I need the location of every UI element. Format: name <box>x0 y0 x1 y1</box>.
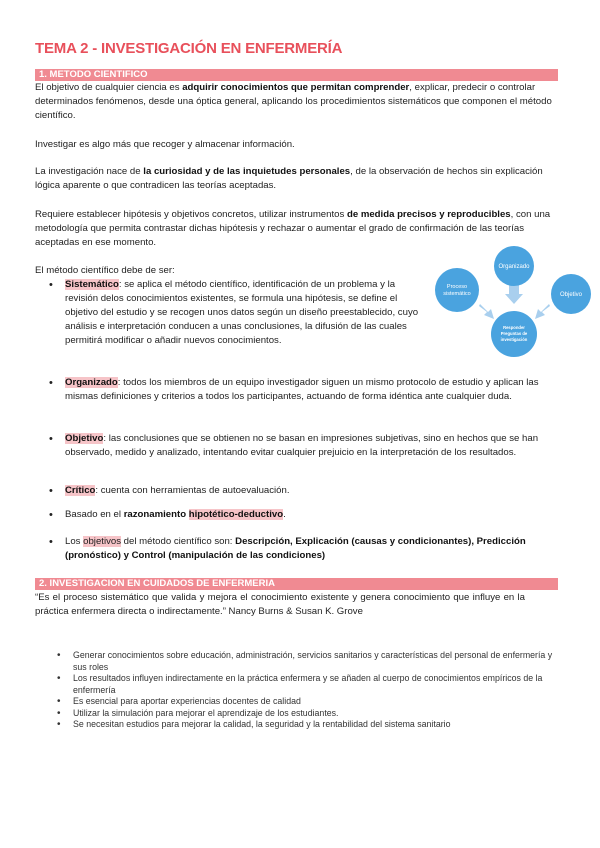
research-bullets <box>35 650 555 731</box>
list-item-objetivos <box>35 535 558 563</box>
p4-text: Requiere establecer hipótesis y objetivos concretos, utilizar instrumentos <box>35 209 347 220</box>
criteria-list-d <box>35 484 558 498</box>
bullet-item: • Los resultados influyen indirectamente en la práctica enfermera y se añaden al cuerpo de conocimientos empíricos de la enfermería <box>35 673 555 696</box>
p4-text-end: , con una metodología que permita contrastar dichas hipótesis y rechazar o aumentar el grado de confirmación de las teorías aceptadas en ese momento. <box>35 209 551 248</box>
paragraph-2: Investigar es algo más que recoger y almacenar información. <box>35 139 295 150</box>
p3-bold: la curiosidad y de las inquietudes personales <box>143 166 351 177</box>
list-item-basado <box>35 508 558 522</box>
criteria-list-c <box>35 432 558 460</box>
bullet-item: • Se necesitan estudios para mejorar la calidad, la seguridad y la rentabilidad del sistema sanitario <box>35 719 555 731</box>
diagram-label-center-1: Responder <box>503 325 525 330</box>
paragraph-1 <box>35 81 558 123</box>
p3-text: La investigación nace de <box>35 166 144 177</box>
p3-text-end: , de la observación de hechos sin explicación lógica aparente o que contradicen las teorías aceptadas. <box>35 166 543 191</box>
bold-razonamiento: razonamiento <box>123 509 189 520</box>
text-objetivos-mid: del método científico son: <box>121 536 236 547</box>
text-basado-end: . <box>283 509 286 520</box>
section-heading-1: 1. METODO CIENTIFICO <box>35 69 558 81</box>
diagram-label-center-2: Preguntas de <box>500 331 528 336</box>
term-sistematico: Sistemático <box>65 279 119 290</box>
diagram-label-center-3: investigación <box>500 337 528 342</box>
section-heading-2: 2. INVESTIGACION EN CUIDADOS DE ENFERMERIA <box>35 578 558 590</box>
bullet-item: • Es esencial para aportar experiencias docentes de calidad <box>35 696 555 708</box>
list-item-critico <box>35 484 558 498</box>
text-objetivos: Los <box>65 536 84 547</box>
diagram-node-left <box>435 268 479 312</box>
paragraph-5: El método científico debe de ser: <box>35 265 175 276</box>
term-organizado: Organizado <box>65 377 118 388</box>
bullet-item: • Utilizar la simulación para mejorar el aprendizaje de los estudiantes. <box>35 708 555 720</box>
paragraph-4 <box>35 208 558 250</box>
text-organizado: : todos los miembros de un equipo investigador siguen un mismo protocolo de estudio y aplican las mismas definiciones y criterios a todos los participantes, actuando de forma idéntica ante cualquier duda. <box>65 377 539 402</box>
p1-text-end: , explicar, predecir o controlar determinados fenómenos, desde una óptica general, aplicando los procedimientos sistemáticos que componen el método científico. <box>35 82 552 121</box>
quote-paragraph: “Es el proceso sistemático que valida y mejora el conocimiento existente y genera conocimiento que influye en la práctica enfermera directa o indirectamente.” Nancy Burns & Susan K. Grove <box>35 592 525 617</box>
hl-hipotetico: hipotético-deductivo <box>188 509 284 520</box>
list-item-sistematico <box>35 278 430 348</box>
list-item-objetivo <box>35 432 558 460</box>
term-objetivo: Objetivo <box>65 433 104 444</box>
bold-objetivos: Descripción, Explicación (causas y condicionantes), Predicción (pronóstico) y Control (manipulación de las condiciones) <box>65 536 526 561</box>
text-objetivo: : las conclusiones que se obtienen no se basan en impresiones subjetivas, sino en hechos que se han observado, medido y analizado, intentando evitar cualquier prejuicio en la interpretación de los resultados. <box>65 433 539 458</box>
hl-objetivos: objetivos <box>83 536 122 547</box>
paragraph-3 <box>35 165 558 193</box>
text-critico: : cuenta con herramientas de autoevaluación. <box>95 485 290 496</box>
diagram-label-left-1: Proceso <box>446 284 468 290</box>
criteria-list-e <box>35 508 558 522</box>
diagram-label-top: Organizado <box>498 264 530 270</box>
term-critico: Crítico <box>65 485 96 496</box>
p1-bold: adquirir conocimientos que permitan comprender <box>182 82 410 93</box>
p1-text: El objetivo de cualquier ciencia es <box>35 82 183 93</box>
criteria-list-f <box>35 535 558 563</box>
page-title: TEMA 2 - INVESTIGACIÓN EN ENFERMERÍA <box>35 40 343 57</box>
diagram-label-right: Objetivo <box>559 292 583 298</box>
bullet-item: • Generar conocimientos sobre educación, administración, servicios sanitarios y características del personal de enfermería y sus roles <box>35 650 555 673</box>
criteria-list-b <box>35 376 558 404</box>
criteria-list-a <box>35 278 430 348</box>
scientific-method-diagram <box>432 246 597 358</box>
text-basado: Basado en el <box>65 509 124 520</box>
text-sistematico: : se aplica el método científico, identificación de un problema y la revisión delos conocimientos existentes, se formula una hipótesis, se define el objetivo del estudio y se recogen unos datos según un diseño preestablecido, cuyo análisis e interpretación conducen a unas conclusiones, la difusión de las cuales permitirá modificar o añadir nuevos conocimientos. <box>65 279 419 346</box>
p4-bold: de medida precisos y reproducibles <box>346 209 511 220</box>
list-item-organizado <box>35 376 558 404</box>
diagram-label-left-2: sistemático <box>443 291 471 297</box>
